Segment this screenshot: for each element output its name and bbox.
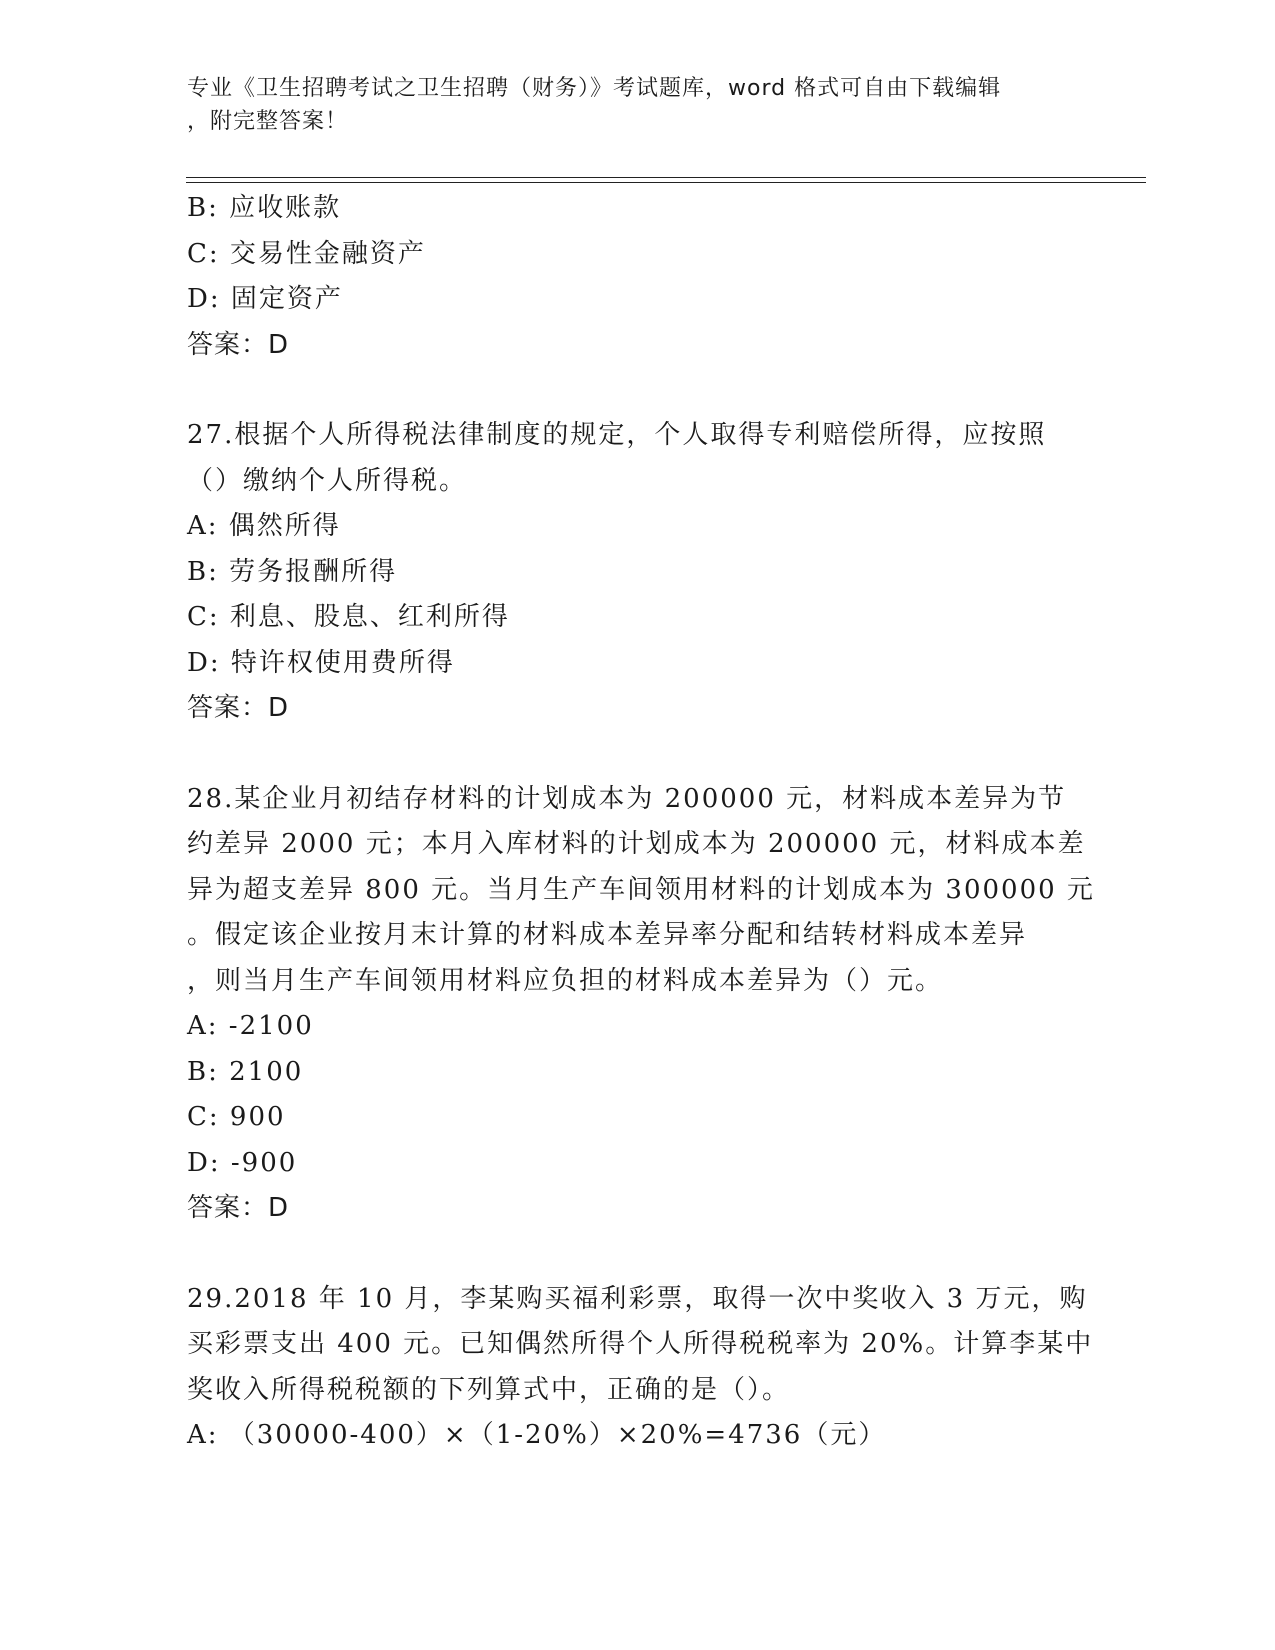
option-d: D: 固定资产 [187,284,343,314]
question-text-line: 27.根据个人所得税法律制度的规定，个人取得专利赔偿所得，应按照 [187,420,1047,450]
question-text-line: 买彩票支出 400 元。已知偶然所得个人所得税税率为 20%。计算李某中 [187,1329,1094,1359]
question-text-line: 异为超支差异 800 元。当月生产车间领用材料的计划成本为 300000 元 [187,874,1095,905]
spacer [187,732,1087,777]
question-list [187,186,1095,1459]
question-text-line: 奖收入所得税税额的下列算式中，正确的是（）。 [187,1374,791,1405]
option-b: B: 应收账款 [187,193,342,223]
header-rule-top [186,177,1146,178]
answer: 答案：D [187,1193,290,1223]
option-c: C: 900 [187,1102,286,1132]
question-text-line: 28.某企业月初结存材料的计划成本为 200000 元，材料成本差异为节 [187,783,1067,814]
spacer [187,1232,1087,1277]
question-27 [187,413,1087,732]
question-text-line: （）缴纳个人所得税。 [187,465,468,496]
option-d: D: -900 [187,1147,298,1178]
document-header [187,72,1067,138]
option-c: C: 交易性金融资产 [187,238,426,269]
answer: 答案：D [187,693,290,723]
question-text-line: 约差异 2000 元；本月入库材料的计划成本为 200000 元，材料成本差 [187,829,1086,859]
option-b: B: 劳务报酬所得 [187,556,398,587]
option-c: C: 利息、股息、红利所得 [187,602,510,632]
spacer [187,368,1087,413]
header-line-2: ，附完整答案！ [187,109,349,134]
option-a: A: 偶然所得 [187,511,341,541]
question-26-continued [187,186,1087,368]
question-text-line: 。假定该企业按月末计算的材料成本差异率分配和结转材料成本差异 [187,920,1028,950]
answer: 答案：D [187,329,290,360]
option-a: A: （30000-400）×（1-20%）×20%=4736（元） [187,1420,887,1450]
option-a: A: -2100 [187,1011,314,1041]
option-d: D: 特许权使用费所得 [187,647,455,678]
question-29 [187,1277,1094,1459]
question-text-line: ，则当月生产车间领用材料应负担的材料成本差异为（）元。 [187,965,944,996]
header-line-1: 专业《卫生招聘考试之卫生招聘（财务）》考试题库，word 格式可自由下载编辑 [187,76,1002,101]
option-b: B: 2100 [187,1056,304,1087]
question-28 [187,777,1095,1232]
question-text-line: 29.2018 年 10 月，李某购买福利彩票，取得一次中奖收入 3 万元，购 [187,1283,1088,1314]
header-rule-bottom [186,182,1146,183]
